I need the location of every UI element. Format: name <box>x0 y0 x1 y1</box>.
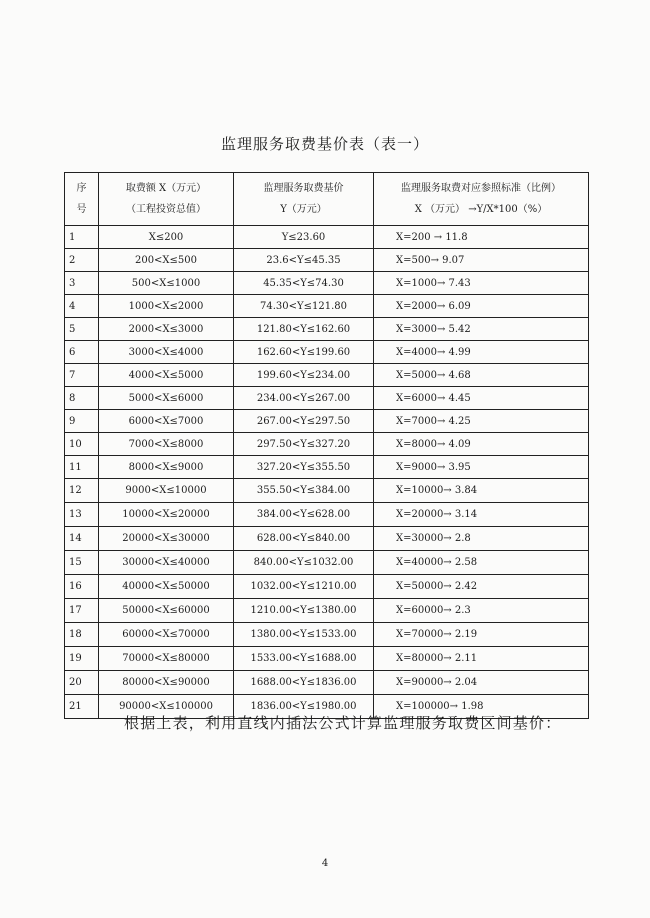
cell-ratio: X=200 → 11.8 <box>374 226 589 249</box>
cell-ratio: X=6000→ 4.45 <box>374 387 589 410</box>
page-title: 监理服务取费基价表（表一） <box>220 135 429 153</box>
cell-index: 21 <box>65 695 99 719</box>
cell-ratio: X=90000→ 2.04 <box>374 671 589 695</box>
cell-ratio: X=2000→ 6.09 <box>374 295 589 318</box>
cell-amount: 500<X≤1000 <box>99 272 234 295</box>
cell-ratio: X=100000→ 1.98 <box>374 695 589 719</box>
cell-index: 5 <box>65 318 99 341</box>
cell-base-price: 1380.00<Y≤1533.00 <box>234 623 374 647</box>
cell-base-price: 628.00<Y≤840.00 <box>234 527 374 551</box>
footer-text: 根据上表，利用直线内插法公式计算监理服务取费区间基价： <box>124 714 562 732</box>
cell-index: 12 <box>65 479 99 503</box>
header-index <box>65 173 99 226</box>
cell-amount: X≤200 <box>99 226 234 249</box>
cell-index: 1 <box>65 226 99 249</box>
cell-index: 6 <box>65 341 99 364</box>
cell-index: 4 <box>65 295 99 318</box>
cell-ratio: X=3000→ 5.42 <box>374 318 589 341</box>
cell-base-price: 1688.00<Y≤1836.00 <box>234 671 374 695</box>
cell-amount: 4000<X≤5000 <box>99 364 234 387</box>
cell-ratio: X=70000→ 2.19 <box>374 623 589 647</box>
cell-ratio: X=20000→ 3.14 <box>374 503 589 527</box>
cell-base-price: 1032.00<Y≤1210.00 <box>234 575 374 599</box>
cell-ratio: X=5000→ 4.68 <box>374 364 589 387</box>
cell-ratio: X=500→ 9.07 <box>374 249 589 272</box>
table-row <box>65 456 589 479</box>
cell-ratio: X=60000→ 2.3 <box>374 599 589 623</box>
cell-index: 2 <box>65 249 99 272</box>
cell-ratio: X=9000→ 3.95 <box>374 456 589 479</box>
cell-base-price: 840.00<Y≤1032.00 <box>234 551 374 575</box>
cell-amount: 6000<X≤7000 <box>99 410 234 433</box>
table-row <box>65 364 589 387</box>
cell-index: 19 <box>65 647 99 671</box>
cell-base-price: 74.30<Y≤121.80 <box>234 295 374 318</box>
cell-index: 17 <box>65 599 99 623</box>
cell-base-price: Y≤23.60 <box>234 226 374 249</box>
header-ratio <box>374 173 589 226</box>
header-amount <box>99 173 234 226</box>
cell-index: 20 <box>65 671 99 695</box>
cell-amount: 8000<X≤9000 <box>99 456 234 479</box>
cell-base-price: 384.00<Y≤628.00 <box>234 503 374 527</box>
table-row <box>65 226 589 249</box>
cell-index: 10 <box>65 433 99 456</box>
cell-amount: 200<X≤500 <box>99 249 234 272</box>
table-row <box>65 387 589 410</box>
cell-amount: 60000<X≤70000 <box>99 623 234 647</box>
cell-ratio: X=1000→ 7.43 <box>374 272 589 295</box>
cell-amount: 3000<X≤4000 <box>99 341 234 364</box>
header-base-price-line-1: 监理服务取费基价 <box>263 183 344 194</box>
cell-amount: 80000<X≤90000 <box>99 671 234 695</box>
table-row <box>65 599 589 623</box>
table-row <box>65 295 589 318</box>
cell-amount: 9000<X≤10000 <box>99 479 234 503</box>
cell-base-price: 234.00<Y≤267.00 <box>234 387 374 410</box>
cell-amount: 30000<X≤40000 <box>99 551 234 575</box>
cell-index: 16 <box>65 575 99 599</box>
table-row <box>65 318 589 341</box>
cell-base-price: 355.50<Y≤384.00 <box>234 479 374 503</box>
cell-base-price: 199.60<Y≤234.00 <box>234 364 374 387</box>
cell-index: 11 <box>65 456 99 479</box>
cell-amount: 90000<X≤100000 <box>99 695 234 719</box>
table-row <box>65 575 589 599</box>
cell-base-price: 1533.00<Y≤1688.00 <box>234 647 374 671</box>
footer-paragraph <box>80 709 580 737</box>
cell-ratio: X=10000→ 3.84 <box>374 479 589 503</box>
table-row <box>65 527 589 551</box>
cell-index: 3 <box>65 272 99 295</box>
table-row <box>65 272 589 295</box>
cell-index: 14 <box>65 527 99 551</box>
cell-amount: 50000<X≤60000 <box>99 599 234 623</box>
table-row <box>65 249 589 272</box>
cell-base-price: 1836.00<Y≤1980.00 <box>234 695 374 719</box>
cell-amount: 1000<X≤2000 <box>99 295 234 318</box>
cell-amount: 7000<X≤8000 <box>99 433 234 456</box>
cell-amount: 10000<X≤20000 <box>99 503 234 527</box>
header-ratio-line-1: 监理服务取费对应参照标准（比例） <box>401 183 561 194</box>
table-row <box>65 623 589 647</box>
table-row <box>65 671 589 695</box>
cell-amount: 2000<X≤3000 <box>99 318 234 341</box>
header-amount-line-2: （工程投资总值） <box>126 204 206 215</box>
cell-ratio: X=7000→ 4.25 <box>374 410 589 433</box>
header-amount-line-1: 取费额 X（万元） <box>125 183 207 194</box>
cell-index: 13 <box>65 503 99 527</box>
fee-table <box>64 172 589 719</box>
cell-base-price: 267.00<Y≤297.50 <box>234 410 374 433</box>
cell-ratio: X=40000→ 2.58 <box>374 551 589 575</box>
cell-base-price: 23.6<Y≤45.35 <box>234 249 374 272</box>
cell-base-price: 162.60<Y≤199.60 <box>234 341 374 364</box>
table-header-row <box>65 173 589 226</box>
cell-index: 15 <box>65 551 99 575</box>
cell-amount: 40000<X≤50000 <box>99 575 234 599</box>
table-row <box>65 341 589 364</box>
page-number: 4 <box>321 858 329 869</box>
cell-base-price: 297.50<Y≤327.20 <box>234 433 374 456</box>
cell-ratio: X=8000→ 4.09 <box>374 433 589 456</box>
cell-ratio: X=4000→ 4.99 <box>374 341 589 364</box>
cell-base-price: 121.80<Y≤162.60 <box>234 318 374 341</box>
cell-amount: 70000<X≤80000 <box>99 647 234 671</box>
header-index-line-2: 号 <box>76 204 87 215</box>
cell-index: 8 <box>65 387 99 410</box>
table-body <box>65 226 589 719</box>
cell-ratio: X=50000→ 2.42 <box>374 575 589 599</box>
cell-index: 7 <box>65 364 99 387</box>
cell-index: 18 <box>65 623 99 647</box>
header-ratio-line-2: X （万元） →Y/X*100（%） <box>414 204 548 215</box>
table-row <box>65 503 589 527</box>
table-row <box>65 479 589 503</box>
cell-base-price: 45.35<Y≤74.30 <box>234 272 374 295</box>
table-row <box>65 551 589 575</box>
cell-ratio: X=80000→ 2.11 <box>374 647 589 671</box>
cell-amount: 20000<X≤30000 <box>99 527 234 551</box>
cell-index: 9 <box>65 410 99 433</box>
header-base-price-line-2: Y（万元） <box>280 204 327 215</box>
table-row <box>65 410 589 433</box>
table-row <box>65 647 589 671</box>
cell-base-price: 327.20<Y≤355.50 <box>234 456 374 479</box>
cell-amount: 5000<X≤6000 <box>99 387 234 410</box>
table-row <box>65 433 589 456</box>
cell-ratio: X=30000→ 2.8 <box>374 527 589 551</box>
header-base-price <box>234 173 374 226</box>
header-index-line-1: 序 <box>76 183 87 194</box>
cell-base-price: 1210.00<Y≤1380.00 <box>234 599 374 623</box>
